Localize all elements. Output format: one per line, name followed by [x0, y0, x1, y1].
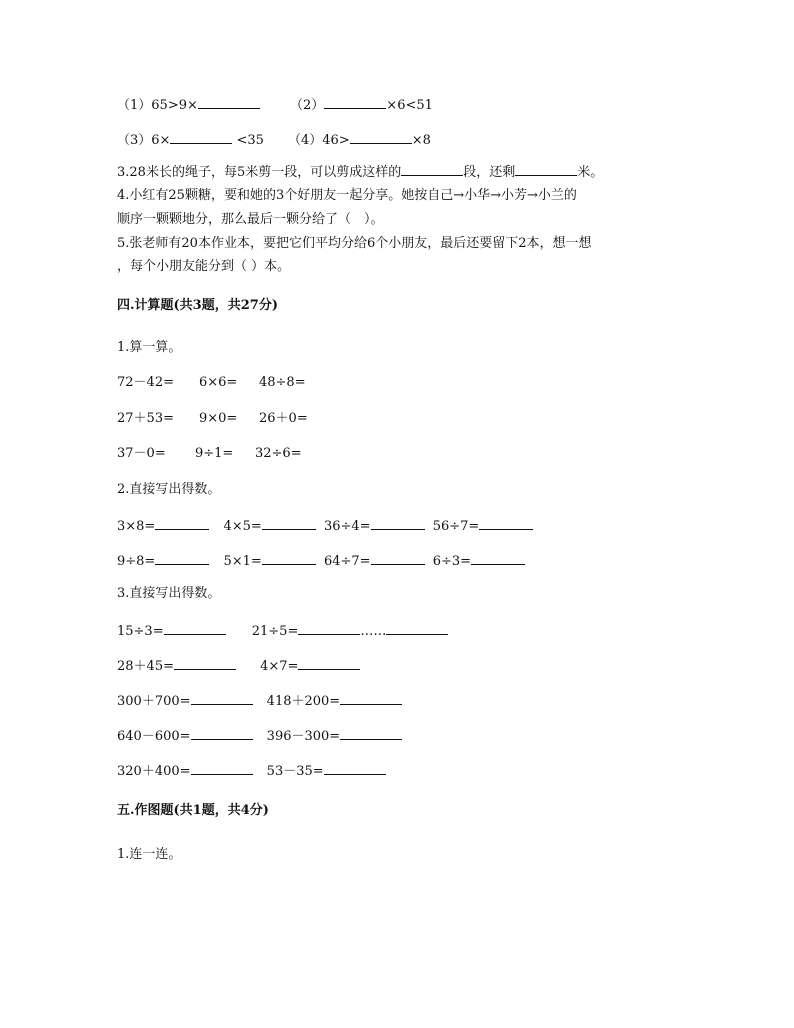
ineq-4-post: ×8 [411, 133, 431, 148]
ineq-1-text: （1）65>9× [117, 98, 198, 113]
direct-item: 56÷7= [432, 519, 480, 534]
calc-item: 26＋0= [259, 411, 308, 426]
answer-blank[interactable] [479, 516, 533, 530]
direct-item: 9÷8= [117, 554, 156, 569]
direct3-item: 320＋400= [117, 764, 191, 779]
ineq-4-text: （4）46> [288, 133, 350, 148]
direct3-item: 21÷5= [251, 624, 299, 639]
answer-blank[interactable] [262, 516, 316, 530]
calc-row-2 [117, 410, 308, 428]
direct-row-2 [117, 551, 525, 571]
calc-item: 48÷8= [259, 375, 306, 390]
ineq-4-blank[interactable] [350, 130, 412, 144]
calc-item: 9×0= [199, 411, 238, 426]
direct-row-1 [117, 516, 533, 536]
section-4-title: 四.计算题(共3题，共27分) [117, 298, 278, 313]
answer-blank[interactable] [340, 691, 402, 705]
question-3 [117, 162, 603, 182]
ineq-3-blank[interactable] [170, 130, 232, 144]
ineq-3-text: （3）6× [117, 133, 171, 148]
answer-blank[interactable] [155, 551, 209, 565]
direct3-row-2 [117, 656, 360, 676]
answer-blank[interactable] [191, 726, 253, 740]
direct3-item: 15÷3= [117, 624, 164, 639]
ineq-row-1 [117, 95, 433, 115]
q3-text-pre: 3.28米长的绳子，每5米剪一段，可以剪成这样的 [117, 165, 402, 180]
answer-blank-remainder[interactable] [386, 621, 448, 635]
answer-blank[interactable] [164, 621, 226, 635]
ineq-2-post: ×6<51 [386, 98, 433, 113]
answer-blank[interactable] [191, 761, 253, 775]
calc-item: 27＋53= [117, 411, 174, 426]
ineq-row-2 [117, 130, 431, 150]
answer-blank[interactable] [155, 516, 209, 530]
answer-blank[interactable] [262, 551, 316, 565]
sec4-problem-2-title: 2.直接写出得数。 [117, 482, 221, 497]
question-5-line-1: 5.张老师有20本作业本，要把它们平均分给6个小朋友，最后还要留下2本，想一想 [117, 236, 592, 251]
question-4-line-1: 4.小红有25颗糖，要和她的3个好朋友一起分享。她按自己→小华→小芳→小兰的 [117, 188, 577, 203]
ineq-2-text: （2） [290, 98, 325, 113]
q3-text-mid: 段，还剩 [463, 165, 516, 180]
direct3-item: 4×7= [260, 659, 299, 674]
direct3-row-5 [117, 761, 386, 781]
question-4-line-2: 顺序一颗颗地分，那么最后一颗分给了（ ）。 [117, 212, 384, 227]
q3-text-post: 米。 [577, 165, 604, 180]
remainder-dots: …… [360, 624, 387, 639]
answer-blank[interactable] [174, 656, 236, 670]
direct-item: 64÷7= [323, 554, 371, 569]
direct-item: 3×8= [117, 519, 156, 534]
calc-item: 6×6= [199, 375, 238, 390]
calc-item: 37－0= [117, 446, 166, 461]
answer-blank[interactable] [191, 691, 253, 705]
direct3-item: 300＋700= [117, 694, 191, 709]
calc-row-3 [117, 445, 302, 463]
sec5-problem-1-title: 1.连一连。 [117, 847, 182, 862]
q3-blank-2[interactable] [515, 162, 577, 176]
answer-blank[interactable] [471, 551, 525, 565]
answer-blank[interactable] [324, 761, 386, 775]
question-5-line-2: ，每个小朋友能分到（ ）本。 [117, 259, 291, 274]
answer-blank-quotient[interactable] [298, 621, 360, 635]
calc-item: 9÷1= [195, 446, 234, 461]
ineq-3-post: <35 [236, 133, 264, 148]
ineq-2-blank[interactable] [324, 95, 386, 109]
sec4-problem-3-title: 3.直接写出得数。 [117, 586, 221, 601]
direct3-row-1 [117, 621, 448, 641]
calc-item: 32÷6= [255, 446, 302, 461]
direct3-row-3 [117, 691, 402, 711]
section-5-title: 五.作图题(共1题，共4分) [117, 803, 269, 818]
q3-blank-1[interactable] [401, 162, 463, 176]
direct-item: 4×5= [223, 519, 262, 534]
answer-blank[interactable] [371, 516, 425, 530]
sec4-problem-1-title: 1.算一算。 [117, 340, 182, 355]
ineq-1-blank[interactable] [198, 95, 260, 109]
answer-blank[interactable] [371, 551, 425, 565]
direct-item: 5×1= [223, 554, 262, 569]
direct3-item: 28＋45= [117, 659, 174, 674]
calc-row-1 [117, 374, 306, 392]
direct3-item: 53－35= [266, 764, 324, 779]
direct-item: 36÷4= [323, 519, 371, 534]
direct-item: 6÷3= [432, 554, 472, 569]
answer-blank[interactable] [298, 656, 360, 670]
calc-item: 72－42= [117, 375, 174, 390]
direct3-item: 418＋200= [266, 694, 341, 709]
answer-blank[interactable] [340, 726, 402, 740]
direct3-item: 396－300= [266, 729, 341, 744]
direct3-row-4 [117, 726, 402, 746]
direct3-item: 640－600= [117, 729, 191, 744]
